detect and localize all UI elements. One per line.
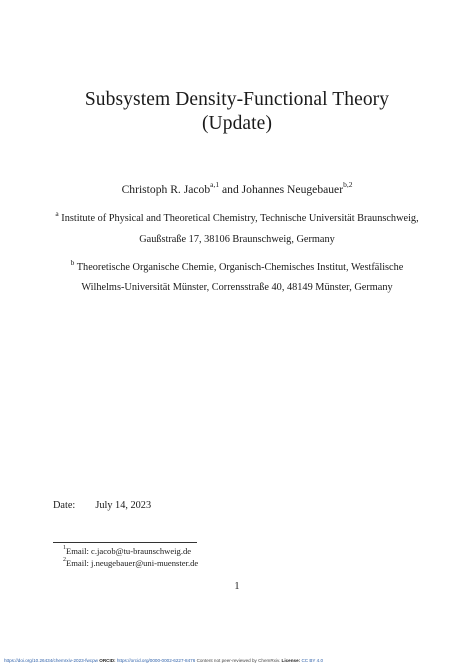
orcid-link[interactable]: https://orcid.org/0000-0002-6227-8476	[116, 658, 196, 663]
affiliation-a-marker: a	[55, 208, 59, 218]
footnote-1	[63, 545, 191, 557]
license-label: License:	[281, 658, 301, 663]
affiliation-b-line-2: Wilhelms-Universität Münster, Corrensstraße 40, 48149 Münster, Germany	[81, 282, 393, 293]
footnote-1-marker: 1	[63, 545, 66, 552]
affiliation-a-text-1: Institute of Physical and Theoretical Chemistry, Technische Universität Braunschweig,	[61, 213, 419, 224]
author-connector: and	[222, 183, 239, 196]
affiliation-a-line-1	[20, 208, 454, 226]
paper-title	[0, 88, 474, 136]
footnote-2	[63, 557, 198, 569]
affiliation-b-text-1: Theoretische Organische Chemie, Organisch-Chemisches Institut, Westfälische	[76, 262, 404, 273]
chemrxiv-footer	[4, 657, 470, 664]
affiliation-a-line-2: Gaußstraße 17, 38106 Braunschweig, Germany	[139, 234, 335, 245]
footnote-2-text: Email: j.neugebauer@uni-muenster.de	[66, 558, 199, 568]
footnote-2-marker: 2	[63, 557, 66, 564]
license-link[interactable]: CC BY 4.0	[301, 658, 324, 663]
peer-review-notice: Content not peer-reviewed by ChemRxiv.	[196, 658, 281, 663]
affiliation-b-marker: b	[70, 257, 75, 267]
author-list	[0, 182, 474, 198]
author-1-name: Christoph R. Jacob	[121, 183, 211, 196]
date-value: July 14, 2023	[95, 500, 152, 511]
author-2-superscript: b,2	[343, 180, 353, 190]
affiliation-b-line-1	[20, 257, 454, 275]
orcid-label: ORCID:	[99, 658, 116, 663]
footnote-1-text: Email: c.jacob@tu-braunschweig.de	[66, 546, 192, 556]
date-label: Date:	[53, 500, 76, 511]
date-line	[53, 499, 151, 513]
footnote-divider	[53, 542, 197, 543]
author-2-name: Johannes Neugebauer	[241, 183, 344, 196]
page-number: 1	[234, 581, 240, 592]
author-1-superscript: a,1	[210, 180, 220, 190]
title-line-1: Subsystem Density-Functional Theory	[84, 89, 390, 110]
doi-link[interactable]: https://doi.org/10.26434/chemrxiv-2023-fwcpw	[4, 658, 98, 663]
title-line-2: (Update)	[201, 113, 273, 134]
